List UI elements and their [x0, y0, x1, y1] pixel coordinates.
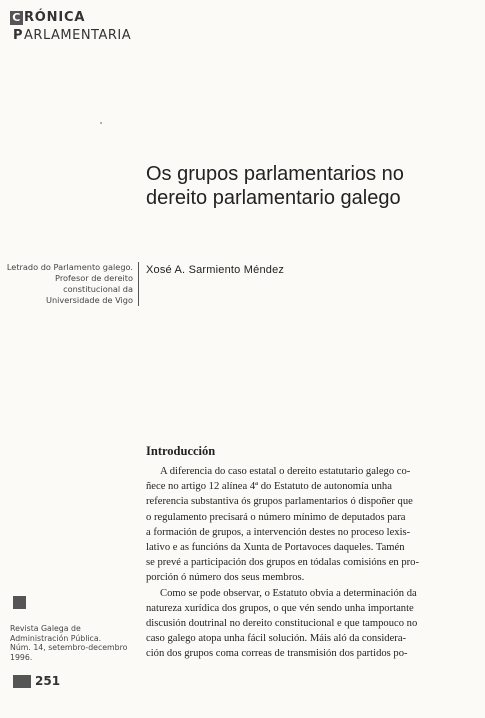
journal-reference — [10, 624, 150, 662]
article-title — [146, 162, 446, 210]
article-body — [146, 464, 448, 662]
journal-line: Núm. 14, setembro-decembro 1996. — [10, 643, 128, 662]
header-word-parlamentaria: ARLAMENTARIA — [24, 28, 132, 43]
affiliation-line: Universidade de Vigo — [45, 295, 133, 305]
body-line: porción ó número dos seus membros. — [146, 572, 305, 584]
journal-line: Revista Galega de — [10, 624, 81, 633]
author-name: Xosé A. Sarmiento Méndez — [146, 264, 285, 276]
body-line: natureza xurídica dos grupos, o que vén sendo unha importante — [146, 602, 414, 614]
section-header — [10, 10, 131, 44]
body-line: discusión doutrinal no dereito constitucional e que tampouco no — [146, 618, 418, 630]
title-line: dereito parlamentario galego — [146, 187, 401, 209]
section-heading: Introducción — [146, 444, 216, 458]
body-line: a formación de grupos, a intervención destes no proceso lexis- — [146, 526, 411, 538]
title-line: Os grupos parlamentarios no — [146, 163, 404, 185]
affiliation-line: Letrado do Parlamento galego. — [6, 262, 133, 272]
body-line: referencia substantiva ós grupos parlamentarios ó dispoñer que — [146, 496, 413, 508]
header-initial-p: P — [13, 28, 24, 43]
affiliation-line: Profesor de dereito — [55, 273, 133, 283]
author-affiliation — [0, 262, 133, 306]
page-marker-icon — [13, 675, 31, 688]
body-line: caso galego atopa unha fácil solución. Máis aló da considera- — [146, 633, 407, 645]
body-line: ñece no artigo 12 alínea 4ª do Estatuto de autonomía unha — [146, 481, 392, 493]
page-number-text: 251 — [35, 674, 61, 688]
square-marker-icon — [13, 596, 26, 609]
stray-dot — [100, 122, 102, 124]
body-line: se prevé a participación dos grupos en tódalas comisións en pro- — [146, 557, 420, 569]
page-number — [13, 674, 60, 688]
journal-line: Administración Pública. — [10, 633, 102, 643]
header-word-cronica: RÓNICA — [24, 10, 86, 25]
affiliation-divider — [138, 262, 139, 306]
header-line-cronica — [10, 10, 131, 26]
body-line: ción dos grupos coma correas de transmisión dos partidos po- — [146, 648, 408, 660]
body-line: lativo e as funcións da Xunta de Portavoces daqueles. Tamén — [146, 542, 405, 554]
body-line: A diferencia do caso estatal o dereito estatutario galego co- — [160, 466, 411, 477]
affiliation-line: constitucional da — [63, 284, 133, 294]
header-line-parlamentaria — [13, 28, 131, 44]
body-line: Como se pode observar, o Estatuto obvia a determinación da — [160, 587, 417, 599]
header-initial-c: C — [10, 11, 23, 25]
body-line: o regulamento precisará o número mínimo de deputados para — [146, 511, 406, 523]
